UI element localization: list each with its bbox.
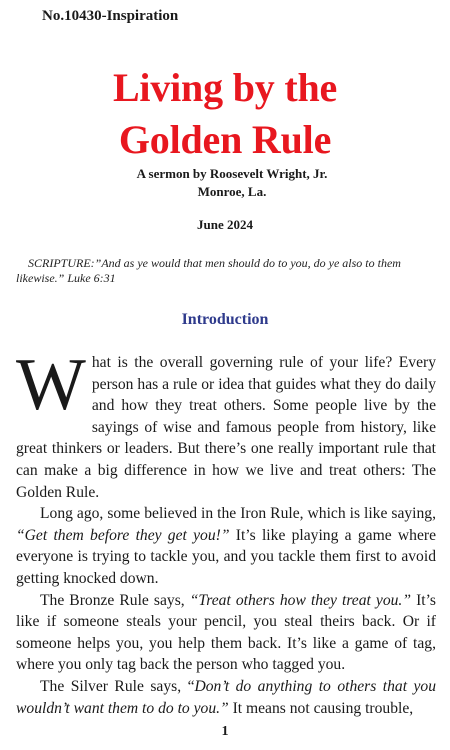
byline xyxy=(0,165,450,201)
paragraph-4 xyxy=(16,676,436,719)
sermon-date: June 2024 xyxy=(197,217,253,232)
paragraph-3-text-b: It’s like if someone steals your pencil, you steal theirs back. Or if someone helps you, you help them back. It’s like a game of tag, where you only tag back the person who tagged you. xyxy=(16,591,437,674)
series-tag: No.10430-Inspiration xyxy=(42,8,179,24)
title-line-1: Living by the xyxy=(112,65,338,110)
title-line-2: Golden Rule xyxy=(118,117,332,162)
scripture-quote: SCRIPTURE:”And as ye would that men should do to you, do ye also to them likewise.” Luke 6:31 xyxy=(16,256,401,285)
drop-cap: W xyxy=(16,344,86,426)
page-number: 1 xyxy=(221,724,229,739)
bronze-rule-quote: “Treat others how they treat you.” xyxy=(189,591,412,609)
iron-rule-quote: “Get them before they get you!” xyxy=(16,526,230,544)
paragraph-4-text-b: It means not causing trouble, xyxy=(228,699,414,717)
body-text xyxy=(16,344,437,719)
sermon-title xyxy=(0,62,450,166)
paragraph-2-text-a: Long ago, some believed in the Iron Rule, which is like saying, xyxy=(40,505,436,523)
paragraph-3-text-a: The Bronze Rule says, xyxy=(40,591,190,609)
section-heading: Introduction xyxy=(181,311,269,328)
paragraph-1 xyxy=(16,344,436,503)
silver-rule-quote: Don’t do anything to others that you wouldn’t want them to do to you.” xyxy=(16,677,437,717)
byline-author: A sermon by Roosevelt Wright, Jr. xyxy=(136,166,328,181)
paragraph-1-text: hat is the overall governing rule of your life? Every person has a rule or idea that guides what they do daily and how they treat others. Some people live by the sayings of wise and famous people from history, like great thinkers or leaders. But there’s one really important rule that can make a big difference in how we live and treat others: The Golden Rule. xyxy=(16,354,436,501)
paragraph-4-text-a: The Silver Rule says, “ xyxy=(40,677,195,695)
paragraph-2 xyxy=(16,503,436,589)
paragraph-2-text-b: It’s like playing a game where everyone is trying to tackle you, and you tackle them first to avoid getting knocked down. xyxy=(16,526,436,587)
paragraph-3 xyxy=(16,590,436,676)
byline-location: Monroe, La. xyxy=(197,184,267,199)
